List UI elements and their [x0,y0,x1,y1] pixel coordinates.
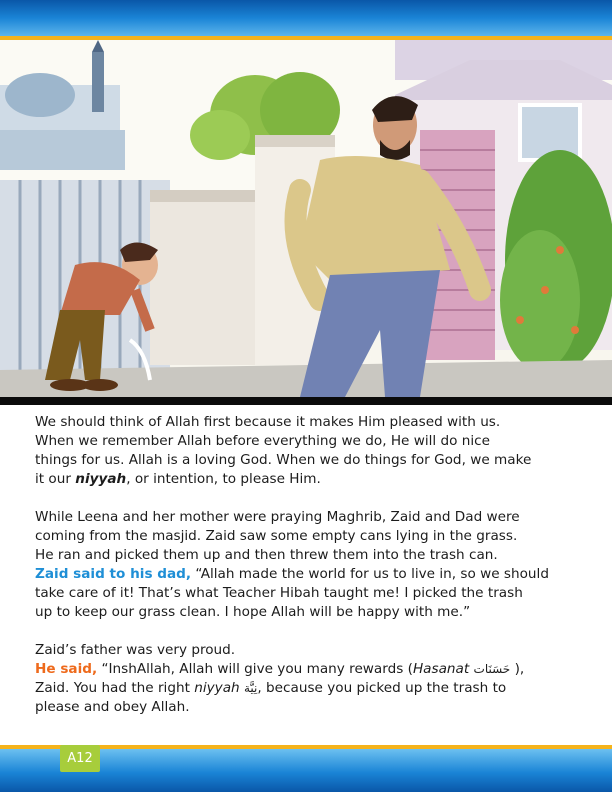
text-line: He ran and picked them up and then threw them into the trash can. [35,547,498,563]
text-run: , because you picked up the trash to [257,680,507,696]
term-niyyah: niyyah [75,471,127,487]
text-line [35,660,575,679]
text-line: up to keep our grass clean. I hope Allah will be happy with me.” [35,604,471,620]
paragraph-father [35,641,575,717]
text-run: , or intention, to please Him. [126,471,321,487]
text-run: “Allah made the world for us to live in, so we should [191,566,549,582]
text-line: While Leena and her mother were praying Maghrib, Zaid and Dad were [35,509,520,525]
illustration-bottom-border [0,397,612,405]
text-run: ), [514,661,525,677]
text-run: “InshAllah, Allah will give you many rewards ( [97,661,413,677]
text-run: Zaid. You had the right [35,680,195,696]
page-number-tab: A12 [60,745,100,772]
arabic-niyyah: نِيَّة [244,681,258,695]
text-line: coming from the masjid. Zaid saw some empty cans lying in the grass. [35,528,518,544]
paragraph-story [35,508,575,622]
text-line [35,470,575,489]
text-line: things for us. Allah is a loving God. When we do things for God, we make [35,452,532,468]
text-line: Zaid’s father was very proud. [35,642,236,658]
text-line: take care of it! That’s what Teacher Hibah taught me! I picked the trash [35,585,523,601]
text-line: We should think of Allah first because it makes Him pleased with us. [35,414,501,430]
illustration-graphic [0,40,612,397]
term-hasanat: Hasanat [412,661,470,677]
text-line [35,679,575,698]
arabic-hasanat: حَسَنَات [473,662,511,676]
speaker-label-father: He said, [35,661,98,677]
story-illustration [0,40,612,397]
term-niyyah: niyyah [194,680,240,696]
text-line: please and obey Allah. [35,699,190,715]
paragraph-intention [35,413,575,489]
speaker-label-zaid: Zaid said to his dad, [35,566,192,582]
text-line [35,565,575,584]
top-banner [0,0,612,40]
story-text [35,413,575,717]
text-line: When we remember Allah before everything we do, He will do nice [35,433,491,449]
text-run: it our [35,471,76,487]
